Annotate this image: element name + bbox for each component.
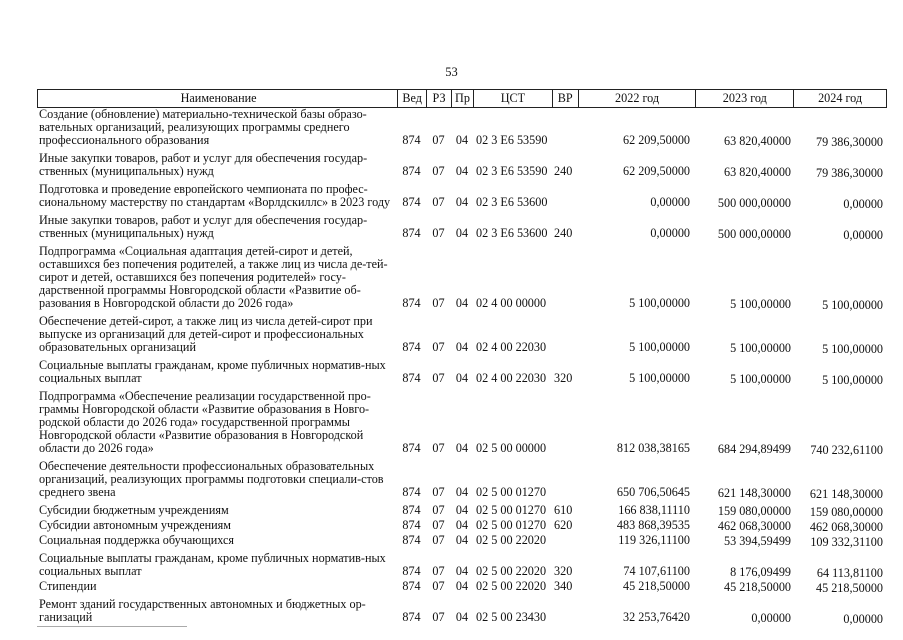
row-rz: 07 — [432, 579, 445, 593]
row-2024: 79 386,30000 — [815, 135, 883, 149]
row-cst: 02 5 00 01270 — [476, 518, 547, 532]
row-rz: 07 — [432, 195, 445, 209]
row-rz: 07 — [432, 518, 445, 532]
table-body — [37, 108, 887, 625]
row-vr — [552, 547, 578, 548]
row-ved: 874 — [402, 164, 421, 178]
row-pr: 04 — [455, 164, 469, 178]
row-2023: 159 080,00000 — [717, 504, 791, 518]
row-2022: 5 100,00000 — [629, 371, 690, 385]
row-cst: 02 4 00 22030 — [476, 340, 547, 354]
row-rz: 07 — [432, 503, 445, 517]
row-name: Обеспечение детей-сирот, а также лиц из числа детей-сирот при выпуске из организаций для детей-сирот и профессиональных образовательных организаций — [39, 314, 373, 354]
row-ved: 874 — [402, 533, 421, 547]
row-ved: 874 — [402, 340, 421, 354]
row-2022: 483 868,39535 — [616, 518, 690, 532]
row-2024: 79 386,30000 — [815, 166, 883, 180]
row-2022: 32 253,76420 — [622, 610, 690, 624]
row-2023: 53 394,59499 — [723, 534, 791, 548]
row-name: Создание (обновление) материально-технической базы образо-вательных организаций, реализующих программы среднего профессионального образования — [39, 107, 367, 147]
row-vr — [552, 624, 578, 625]
row-2023: 500 000,00000 — [717, 196, 791, 210]
row-2023: 621 148,30000 — [717, 486, 791, 500]
row-ved: 874 — [402, 503, 421, 517]
row-2024: 109 332,31100 — [810, 535, 883, 549]
row-name: Субсидии автономным учреждениям — [39, 518, 231, 532]
row-vr: 320 — [554, 564, 573, 578]
row-pr: 04 — [455, 564, 469, 578]
row-ved: 874 — [402, 564, 421, 578]
row-rz: 07 — [432, 296, 445, 310]
row-cst: 02 5 00 00000 — [476, 441, 547, 455]
row-2022: 62 209,50000 — [622, 164, 690, 178]
row-2024: 45 218,50000 — [815, 581, 883, 595]
row-2022: 74 107,61100 — [623, 564, 690, 578]
row-rz: 07 — [432, 564, 445, 578]
row-cst: 02 4 00 00000 — [476, 296, 547, 310]
table-row — [37, 108, 887, 148]
row-2023: 63 820,40000 — [723, 165, 791, 179]
row-name: Социальные выплаты гражданам, кроме публичных норматив-ных социальных выплат — [39, 551, 386, 578]
row-rz: 07 — [432, 164, 445, 178]
budget-table — [37, 89, 887, 625]
row-rz: 07 — [432, 340, 445, 354]
header-2024: 2024 год — [793, 90, 886, 107]
row-pr: 04 — [455, 296, 469, 310]
row-2023: 500 000,00000 — [717, 227, 791, 241]
row-2024: 0,00000 — [843, 197, 883, 211]
row-pr: 04 — [455, 610, 469, 624]
row-rz: 07 — [432, 610, 445, 624]
row-ved: 874 — [402, 371, 421, 385]
row-ved: 874 — [402, 296, 421, 310]
row-name: Стипендии — [39, 579, 97, 593]
row-cst: 02 5 00 22020 — [476, 564, 547, 578]
row-2024: 5 100,00000 — [822, 373, 883, 387]
row-pr: 04 — [455, 133, 469, 147]
row-2023: 63 820,40000 — [723, 134, 791, 148]
table-row — [37, 504, 887, 518]
row-2022: 5 100,00000 — [629, 296, 690, 310]
row-2024: 0,00000 — [843, 612, 883, 626]
row-2022: 0,00000 — [650, 226, 690, 240]
row-vr — [552, 209, 578, 210]
row-ved: 874 — [402, 195, 421, 209]
row-rz: 07 — [432, 441, 445, 455]
header-2022: 2022 год — [578, 90, 696, 107]
row-cst: 02 5 00 01270 — [476, 485, 547, 499]
row-2024: 5 100,00000 — [822, 342, 883, 356]
row-cst: 02 3 Е6 53590 — [476, 133, 548, 147]
row-pr: 04 — [455, 533, 469, 547]
row-ved: 874 — [402, 610, 421, 624]
row-pr: 04 — [455, 371, 469, 385]
row-pr: 04 — [455, 340, 469, 354]
row-cst: 02 5 00 23430 — [476, 610, 547, 624]
row-pr: 04 — [455, 518, 469, 532]
table-row — [37, 534, 887, 548]
row-name: Подпрограмма «Обеспечение реализации государственной про-граммы Новгородской области «Развитие образования в Новго-родской области до 2026 года» государственной программы Новгородской области «Развитие образования в Новгородской области до 2026 года» — [39, 389, 371, 455]
row-pr: 04 — [455, 503, 469, 517]
row-2023: 5 100,00000 — [730, 341, 791, 355]
row-2023: 462 068,30000 — [717, 519, 791, 533]
table-row — [37, 152, 887, 179]
row-vr — [552, 455, 578, 456]
table-row — [37, 460, 887, 500]
header-2023: 2023 год — [695, 90, 793, 107]
row-vr: 240 — [554, 164, 573, 178]
row-2023: 5 100,00000 — [730, 372, 791, 386]
row-rz: 07 — [432, 533, 445, 547]
row-pr: 04 — [455, 485, 469, 499]
header-name: Наименование — [180, 91, 257, 105]
row-vr: 240 — [554, 226, 573, 240]
row-2022: 0,00000 — [650, 195, 690, 209]
row-vr — [552, 354, 578, 355]
header-cst: ЦСТ — [473, 90, 552, 107]
row-name: Иные закупки товаров, работ и услуг для обеспечения государ-ственных (муниципальных) нужд — [39, 151, 368, 178]
row-cst: 02 5 00 01270 — [476, 503, 547, 517]
row-ved: 874 — [402, 579, 421, 593]
row-2022: 812 038,38165 — [616, 441, 690, 455]
row-cst: 02 5 00 22020 — [476, 579, 547, 593]
row-2022: 62 209,50000 — [622, 133, 690, 147]
row-2024: 64 113,81100 — [816, 566, 883, 580]
row-cst: 02 3 Е6 53600 — [476, 226, 548, 240]
row-pr: 04 — [455, 226, 469, 240]
table-row — [37, 552, 887, 579]
footer-rule — [37, 626, 187, 627]
row-2022: 650 706,50645 — [616, 485, 690, 499]
row-2022: 45 218,50000 — [622, 579, 690, 593]
row-2024: 0,00000 — [843, 228, 883, 242]
row-rz: 07 — [432, 371, 445, 385]
row-cst: 02 4 00 22030 — [476, 371, 547, 385]
row-2023: 5 100,00000 — [730, 297, 791, 311]
row-name: Субсидии бюджетным учреждениям — [39, 503, 229, 517]
row-name: Иные закупки товаров, работ и услуг для обеспечения государ-ственных (муниципальных) нужд — [39, 213, 368, 240]
row-2023: 684 294,89499 — [717, 442, 791, 456]
table-row — [37, 519, 887, 533]
table-row — [37, 214, 887, 241]
header-pr: Пр — [451, 90, 473, 107]
row-vr — [552, 310, 578, 311]
page-number: 53 — [445, 65, 458, 79]
row-ved: 874 — [402, 485, 421, 499]
row-rz: 07 — [432, 226, 445, 240]
row-cst: 02 3 Е6 53590 — [476, 164, 548, 178]
row-2022: 5 100,00000 — [629, 340, 690, 354]
row-ved: 874 — [402, 441, 421, 455]
row-name: Социальные выплаты гражданам, кроме публичных норматив-ных социальных выплат — [39, 358, 386, 385]
table-row — [37, 245, 887, 311]
header-ved: Вед — [397, 90, 426, 107]
row-pr: 04 — [455, 441, 469, 455]
row-cst: 02 5 00 22020 — [476, 533, 547, 547]
row-name: Обеспечение деятельности профессиональных образовательных организаций, реализующих программы подготовки специали-стов среднего звена — [39, 459, 384, 499]
row-name: Социальная поддержка обучающихся — [39, 533, 235, 547]
row-name: Подготовка и проведение европейского чемпионата по профес-сиональному мастерству по стандартам «Ворлдскиллс» в 2023 году — [39, 182, 391, 209]
table-row — [37, 598, 887, 625]
row-ved: 874 — [402, 518, 421, 532]
row-pr: 04 — [455, 195, 469, 209]
row-name: Ремонт зданий государственных автономных и бюджетных ор-ганизаций — [39, 597, 366, 624]
row-vr — [552, 147, 578, 148]
row-pr: 04 — [455, 579, 469, 593]
table-row — [37, 580, 887, 594]
row-rz: 07 — [432, 485, 445, 499]
row-2022: 166 838,11110 — [618, 503, 690, 517]
row-2022: 119 326,11100 — [618, 533, 690, 547]
table-row — [37, 315, 887, 355]
row-2024: 462 068,30000 — [809, 520, 883, 534]
row-ved: 874 — [402, 133, 421, 147]
header-rz: РЗ — [426, 90, 451, 107]
row-2024: 5 100,00000 — [822, 298, 883, 312]
table-row — [37, 183, 887, 210]
row-2023: 45 218,50000 — [723, 580, 791, 594]
row-vr: 620 — [554, 518, 573, 532]
header-vr: ВР — [552, 90, 578, 107]
row-2023: 0,00000 — [751, 611, 791, 625]
table-row — [37, 390, 887, 456]
row-2023: 8 176,09499 — [730, 565, 791, 579]
row-cst: 02 3 Е6 53600 — [476, 195, 548, 209]
row-vr — [552, 499, 578, 500]
row-rz: 07 — [432, 133, 445, 147]
row-2024: 621 148,30000 — [809, 487, 883, 501]
row-name: Подпрограмма «Социальная адаптация детей-сирот и детей, оставшихся без попечения родителей, а также лиц из числа де-тей-сирот и детей, оставшихся без попечения родителей» госу-дарственной программы Новгородской области «Развитие об-разования в Новгородской области до 2026 года» — [39, 244, 388, 310]
table-row — [37, 359, 887, 386]
table-header — [37, 89, 887, 108]
row-2024: 740 232,61100 — [810, 443, 883, 457]
row-2024: 159 080,00000 — [809, 505, 883, 519]
row-vr: 610 — [554, 503, 573, 517]
row-vr: 340 — [554, 579, 573, 593]
row-ved: 874 — [402, 226, 421, 240]
row-vr: 320 — [554, 371, 573, 385]
